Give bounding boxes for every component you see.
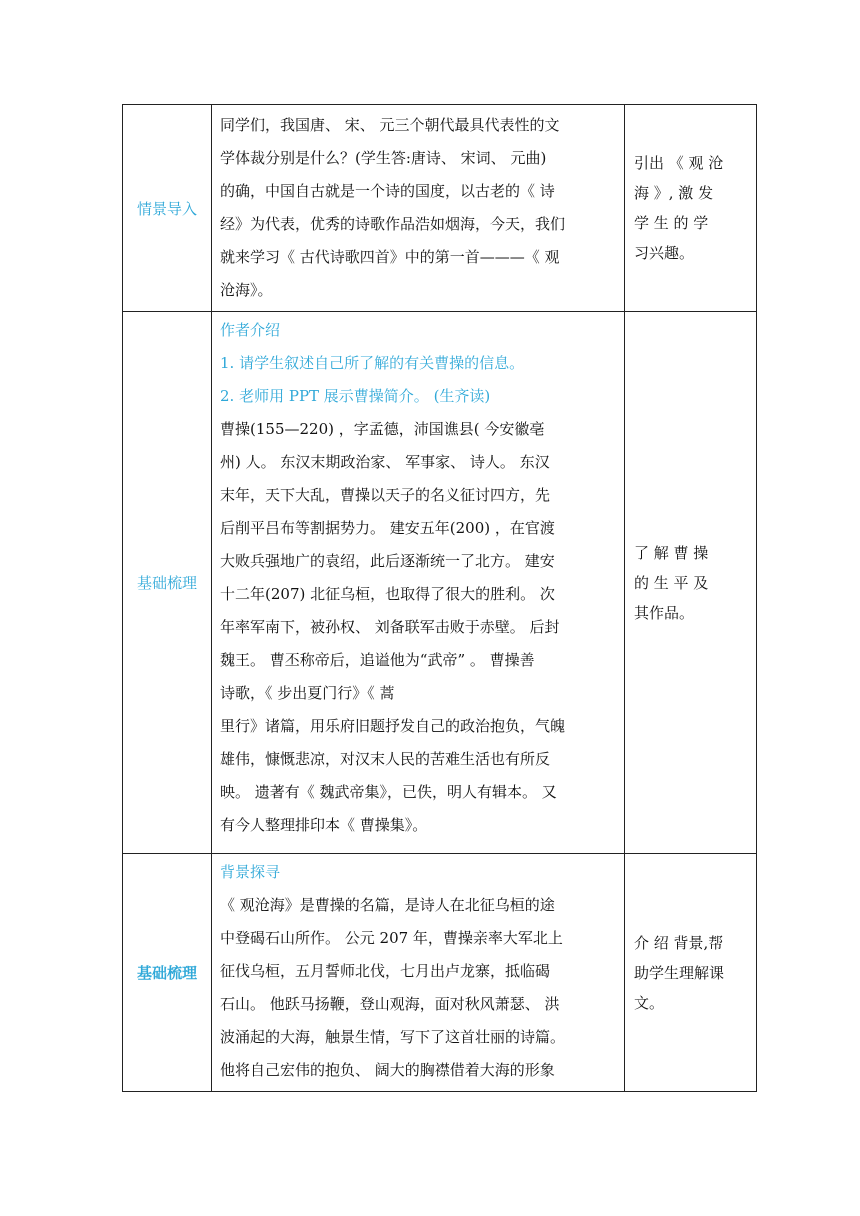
purpose-line: 了 解 曹 操: [634, 543, 709, 562]
row-label: 基础梳理: [123, 312, 212, 854]
content-line: 的确，中国自古就是一个诗的国度，以古老的《 诗: [220, 182, 555, 200]
purpose-line: 习兴趣。: [634, 244, 695, 262]
row-purpose: [625, 105, 757, 312]
content-line: 2. 老师用 PPT 展示曹操简介。 (生齐读): [220, 387, 491, 405]
table-row: [123, 312, 757, 854]
content-line: 大败兵强地广的袁绍，此后逐渐统一了北方。 建安: [220, 552, 555, 570]
purpose-line: 学 生 的 学: [634, 214, 709, 232]
purpose-line: 其作品。: [634, 603, 695, 622]
content-line: 学体裁分别是什么？(学生答:唐诗、 宋词、 元曲): [220, 149, 547, 167]
row-content: [212, 312, 625, 854]
lesson-plan-table: [122, 104, 757, 1092]
content-line: 诗歌，《 步出夏门行》《 蒿: [220, 684, 395, 702]
purpose-line: 助学生理解课: [634, 963, 725, 982]
content-line: 后削平吕布等割据势力。 建安五年(200) ，在官渡: [220, 519, 555, 537]
content-line: 经》为代表，优秀的诗歌作品浩如烟海，今天，我们: [220, 215, 566, 233]
section-heading: 作者介绍: [220, 321, 281, 339]
purpose-line: 文。: [634, 993, 665, 1012]
row-content: [212, 105, 625, 312]
section-heading: 背景探寻: [220, 863, 281, 881]
content-line: 有今人整理排印本《 曹操集》。: [220, 816, 428, 834]
content-line: 十二年(207) 北征乌桓，也取得了很大的胜利。 次: [220, 585, 555, 603]
content-line: 曹操(155—220) ，字孟德，沛国谯县( 今安徽亳: [220, 420, 545, 438]
row-label: 情景导入: [123, 105, 212, 312]
content-line: 石山。 他跃马扬鞭，登山观海，面对秋风萧瑟、 洪: [220, 995, 560, 1013]
row-label: 基础梳理: [123, 854, 212, 1092]
table-row: [123, 105, 757, 312]
purpose-line: 海 》, 激 发: [634, 184, 714, 202]
content-line: 就来学习《 古代诗歌四首》中的第一首———《 观: [220, 248, 560, 266]
content-line: 1. 请学生叙述自己所了解的有关曹操的信息。: [220, 354, 525, 372]
content-line: 《 观沧海》是曹操的名篇，是诗人在北征乌桓的途: [220, 896, 555, 914]
content-line: 中登碣石山所作。 公元 207 年，曹操亲率大军北上: [220, 929, 563, 947]
content-line: 魏王。 曹丕称帝后，追谥他为“武帝” 。 曹操善: [220, 651, 535, 669]
content-line: 末年，天下大乱，曹操以天子的名义征讨四方，先: [220, 486, 551, 504]
row-content: [212, 854, 625, 1092]
row-purpose: [625, 312, 757, 854]
content-line: 他将自己宏伟的抱负、 阔大的胸襟借着大海的形象: [220, 1061, 555, 1079]
purpose-line: 引出 《 观 沧: [634, 154, 724, 172]
purpose-line: 的 生 平 及: [634, 573, 709, 592]
content-line: 雄伟，慷慨悲凉，对汉末人民的苦难生活也有所反: [220, 750, 551, 768]
content-line: 同学们，我国唐、 宋、 元三个朝代最具代表性的文: [220, 116, 560, 134]
content-line: 映。 遗著有《 魏武帝集》，已佚，明人有辑本。 又: [220, 783, 557, 801]
content-line: 波涌起的大海，触景生情，写下了这首壮丽的诗篇。: [220, 1028, 566, 1046]
content-line: 里行》诸篇，用乐府旧题抒发自己的政治抱负，气魄: [220, 717, 566, 735]
row-purpose: [625, 854, 757, 1092]
content-line: 沧海》。: [220, 281, 273, 299]
content-line: 征伐乌桓，五月誓师北伐，七月出卢龙寨，抵临碣: [220, 962, 551, 980]
content-line: 年率军南下，被孙权、 刘备联军击败于赤壁。 后封: [220, 618, 560, 636]
table-row: [123, 854, 757, 1092]
purpose-line: 介 绍 背景,帮: [634, 933, 724, 952]
content-line: 州) 人。 东汉末期政治家、 军事家、 诗人。 东汉: [220, 453, 550, 471]
